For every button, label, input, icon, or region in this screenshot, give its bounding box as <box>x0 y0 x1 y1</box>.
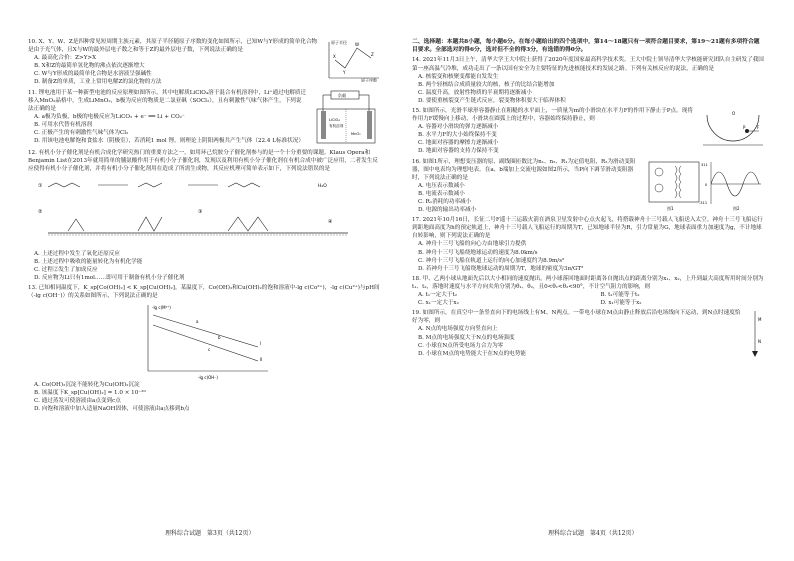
page-footer-left: 理科综合试题 第3页（共12页） <box>165 530 255 537</box>
point-b: b <box>218 334 221 340</box>
option-b: B. 上述过程中吸收的能量转化为有机化学能 <box>34 259 143 266</box>
option-b: B. M点的电场强度大于N点的电场强度 <box>418 334 515 341</box>
option-d: D. x₁可能等于x₂ <box>600 300 642 307</box>
cathode-label: MnO₂ <box>351 131 361 136</box>
label-n: N <box>758 339 761 345</box>
option-b: B. 可用水代替有机溶剂 <box>34 121 93 128</box>
option-c: C. 正极产生的有刺激性气味气体为Cl₂ <box>34 130 129 137</box>
question-10-stem: 10. X、Y、W、Z是四种常见短周期主族元素，其原子半径随原子序数的变化如图所示，已知W与Y形成的简单化合物是由于光气体，且X与W的最外层电子数之和等于Z的最外层电子数，下列说法正确的是 <box>28 39 318 54</box>
question-17 <box>412 216 765 273</box>
page-footer-right: 理科综合试题 第4页（共12页） <box>548 530 638 537</box>
reagent-label: H₂O <box>318 183 327 189</box>
option-a: A. 容器对小滑块的弹力逐渐减小 <box>418 124 499 131</box>
point-a: a <box>196 318 199 324</box>
label-z: Z <box>371 52 374 57</box>
fig-xlabel: 原子序数 <box>361 78 377 82</box>
option-c: C. 温度升高，放射性物质的半衰期将逐渐减小 <box>418 89 532 96</box>
option-a: A. 上述过程中发生了氧化还原反应 <box>34 250 120 257</box>
step-4-label: ④ <box>328 218 333 225</box>
question-15-stem: 15. 如图所示，光滑半球形容器静止在粗糙的水平面上，一质量为m的小滑块在水平力F的作用下静止于P点。现将作用力F缓慢向上移动，小滑块在圆弧上的过程中，容器始终保持静止，则 <box>412 107 693 123</box>
option-d: D. 地面对容器的支持力保持不变 <box>418 148 499 155</box>
option-b: B. 水平力F的大小始终保持不变 <box>418 132 497 139</box>
label-o: O <box>732 110 736 116</box>
option-b: B. 两个轻核结合成质量较大的核，核子的比结合能增加 <box>418 81 555 88</box>
option-c: C. 通过蒸发可使溶液由a点变到c点 <box>34 397 121 404</box>
question-16-stem: 16. 如图1所示，理想变压器的原、副线圈匝数比为n₁、n₂、R₁为定值电阻，R₂为滑动变阻器，图中电表均为理想电表。在a、b端加上交流电源如图2所示，当P向下调节滑动变阻器时，下列说法正确的是 <box>412 158 636 181</box>
option-d: D. 若神舟十三号飞船绕地球运动的周期为T，地球的密度为3π/GT² <box>418 265 584 272</box>
figure-2-label: 图2 <box>733 205 740 211</box>
question-15 <box>412 107 765 156</box>
question-12 <box>28 149 381 283</box>
option-d: D. 向饱和溶液中加入适量NaOH固体，可使溶液由a点移到b点 <box>34 405 190 412</box>
label-m: M <box>758 317 762 323</box>
option-b: B. t₁可能等于t₂ <box>600 292 640 299</box>
fig-title: 原子半径 <box>331 40 347 45</box>
electrolyte-label: LiClO₄ <box>329 117 340 122</box>
question-13 <box>28 284 381 413</box>
load-label: 负载 <box>338 92 346 98</box>
hemisphere-figure <box>701 107 765 151</box>
question-19-stem: 19. 如图所示，在真空中一条竖直向下的电场线上有M、N两点。一带电小球在M点由静止释放后沿电场线向下运动，到N点时速度恰好为零，则 <box>412 310 741 325</box>
label-w: W <box>355 42 359 47</box>
question-18 <box>412 275 765 307</box>
section-heading: 二、选择题：本题共8小题，每小题6分。在每小题给出的四个选项中，第14～18题只有一项符合题目要求，第19～21题有多项符合题目要求。全部选对的得6分，选对但不全的得3分，有选错的得0分。 <box>412 39 760 54</box>
tick-0: 0 <box>705 182 708 187</box>
option-a: A. 核裂变和核聚变都能自发发生 <box>418 73 499 80</box>
fig-xlabel: -lg c(OH⁻) <box>198 374 218 380</box>
question-17-stem: 17. 2021年10月16日，长征二号F遥十三运载火箭在酒泉卫星发射中心点火起飞，将搭载神舟十三号载人飞船送入太空。神舟十三号飞船运行到距地面高度为h的预定轨道上，神舟十三号载人飞船运行的周期为T，已知地球半径为R，引力常量为G，地球表面重力加速度为g，不计地球自转影响，则下列说法正确的是 <box>412 217 763 240</box>
catalyst-mechanism-figure <box>28 173 368 247</box>
transformer-figure <box>645 158 765 214</box>
fig-ylabel: -lg c(M²⁺) <box>152 304 171 310</box>
tick-311: 311 <box>701 162 708 167</box>
figure-1-label: 图1 <box>667 205 674 211</box>
option-b: B. 该温度下K_sp[Cu(OH)₂] = 1.0 × 10⁻²⁰ <box>34 389 146 396</box>
question-14 <box>412 56 765 105</box>
option-a: A. N点的电场强度方向竖直向上 <box>418 326 498 333</box>
option-c: C. 过程②发生了加成反应 <box>34 267 98 274</box>
label-x: X <box>333 54 336 59</box>
tick-neg311: -311 <box>699 200 708 205</box>
question-18-stem: 18. 甲、乙两小球从地面先后以大小相同的速度抛出，两小球落回地面时距离各自抛出点的距离分别为x₁、x₂，上升到最大高度所用时间分别为t₁、t₂，落地时速度与水平方向夹角分别为θ₁、θ₂，且0<θ₁<θ₂<90°，不计空气阻力的影响，则 <box>412 275 764 290</box>
question-19 <box>412 309 765 359</box>
option-a: A. t₁一定大于t₂ <box>418 292 457 299</box>
option-a: A. 电压表示数减小 <box>418 182 465 189</box>
curve-2: Ⅱ <box>260 356 262 362</box>
label-f: F <box>757 124 760 130</box>
question-12-stem: 12. 有机小分子催化剂是有机合成化学研究热门的重要方法之一，如用环己烷胺分子催化剂参与的是一个十分重要的课题。Klaus Opera和Benjamin List在2013年就用简单的脯氨酸作用于有机小分子催化剂，发现以及利用有机小分子催化剂在有机合成中被广泛应用，二者发生反应使得有机小分子催化剂，并将有机小分子催化剂用在造成了所需生成物，其反应机理可简单表示如下，下列说法错误的是 <box>28 149 378 172</box>
question-11 <box>28 89 381 147</box>
option-a: A. 神舟十三号飞船的向心力由地球引力提供 <box>418 241 527 248</box>
option-c: C. 地面对容器的摩擦力逐渐减小 <box>418 140 499 147</box>
question-11-stem: 11. 锂电池用于某一种新型电池的反应原理如图所示，其中电解质LiClO₄溶于混合有机溶剂中，Li⁺通过电解质迁移入MnO₂晶格中，生成LiMnO₂，b极为反应的物质是二氯亚砜（SOCl₂），且有刺激性气味气体产生，下列说法正确的是 <box>28 89 307 112</box>
option-a: A. Co(OH)₂沉淀不能转化为Cu(OH)₂沉淀 <box>34 381 140 388</box>
option-d: D. 小球在M点的电势能大于在N点的电势能 <box>418 350 526 357</box>
question-14-stem: 14. 2021年11月3日上午，清华大学王大中院士获得了2020年度国家最高科学技术奖。王大中院士领导清华大学核能研究团队自主研发了我国第一座高温气冷堆，成功走出了一条以国有安全为主要特征的先进核能技术的发展之路。下列有关核反应的说法，正确的是 <box>412 57 764 72</box>
curve-1: Ⅰ <box>260 340 262 346</box>
question-16 <box>412 158 765 215</box>
option-d: D. 要使重核裂变产生链式反应，裂变物体积要大于临界体积 <box>418 97 566 104</box>
step-2-label: ② <box>38 208 43 215</box>
lithium-cell-figure <box>311 89 381 147</box>
atomic-radius-figure <box>323 38 381 82</box>
option-b: B. X和Z的最简单氢化物的沸点依次逐渐增大 <box>34 63 145 70</box>
solubility-figure <box>108 301 288 381</box>
option-d: D. 电源的输出功率减小 <box>418 207 477 214</box>
option-c: C. R₁消耗的功率减小 <box>418 199 472 205</box>
point-c: c <box>208 346 211 352</box>
option-d: D. 制备Z的单质，工业上常用电解Z的氯化物的方法 <box>34 79 162 86</box>
right-page <box>412 38 765 518</box>
option-d: D. 反应物为Li只有1mol……即可用于制备有机小分子催化剂 <box>34 275 185 282</box>
label-y: Y <box>343 70 346 75</box>
label-p: P <box>743 124 746 130</box>
field-line-figure <box>745 309 765 359</box>
left-page <box>28 38 381 518</box>
option-a: A. 最高化合价：Z>Y>X <box>34 55 97 62</box>
option-c: C. W与Y形成的最简单化合物是水溶液呈强碱性 <box>34 71 152 78</box>
step-1-label: ① <box>38 182 43 189</box>
option-d: D. 用该电池电解饱和食盐水（阴极室），若消耗1 mol 锂，则理论上阴阳两极共产生气体（22.4 L标准状况） <box>34 138 304 145</box>
option-c: C. 小球在N点所受电场力合力为零 <box>418 342 504 349</box>
step-3-label: ③ <box>198 208 203 215</box>
option-a: A. a极为负极，b极的电极反应为LiCO₂ + e⁻ ══ Li + CO₂⁻ <box>34 113 185 120</box>
option-b: B. 神舟十三号飞船绕地球运动的速度为8.0km/s <box>418 249 538 256</box>
option-b: B. 电流表示数减小 <box>418 190 465 197</box>
option-c: C. 神舟十三号飞船在轨道上运行的向心加速度约为8.9m/s² <box>418 257 565 264</box>
solvent-label: 有机溶剂 <box>329 123 344 128</box>
option-c: C. x₁一定大于x₂ <box>418 300 459 307</box>
question-13-stem: 13. 已知相同温度下，K_sp[Co(OH)₂] < K_sp[Cu(OH)₂]。某温度下，Co(OH)₂和Cu(OH)₂的饱和溶液中-lg c(Co²⁺)，-lg c(Cu²⁺)与pH间（-lg c(OH⁻)）的关系如图所示，下列说法正确的是 <box>28 285 380 300</box>
question-10 <box>28 38 381 87</box>
